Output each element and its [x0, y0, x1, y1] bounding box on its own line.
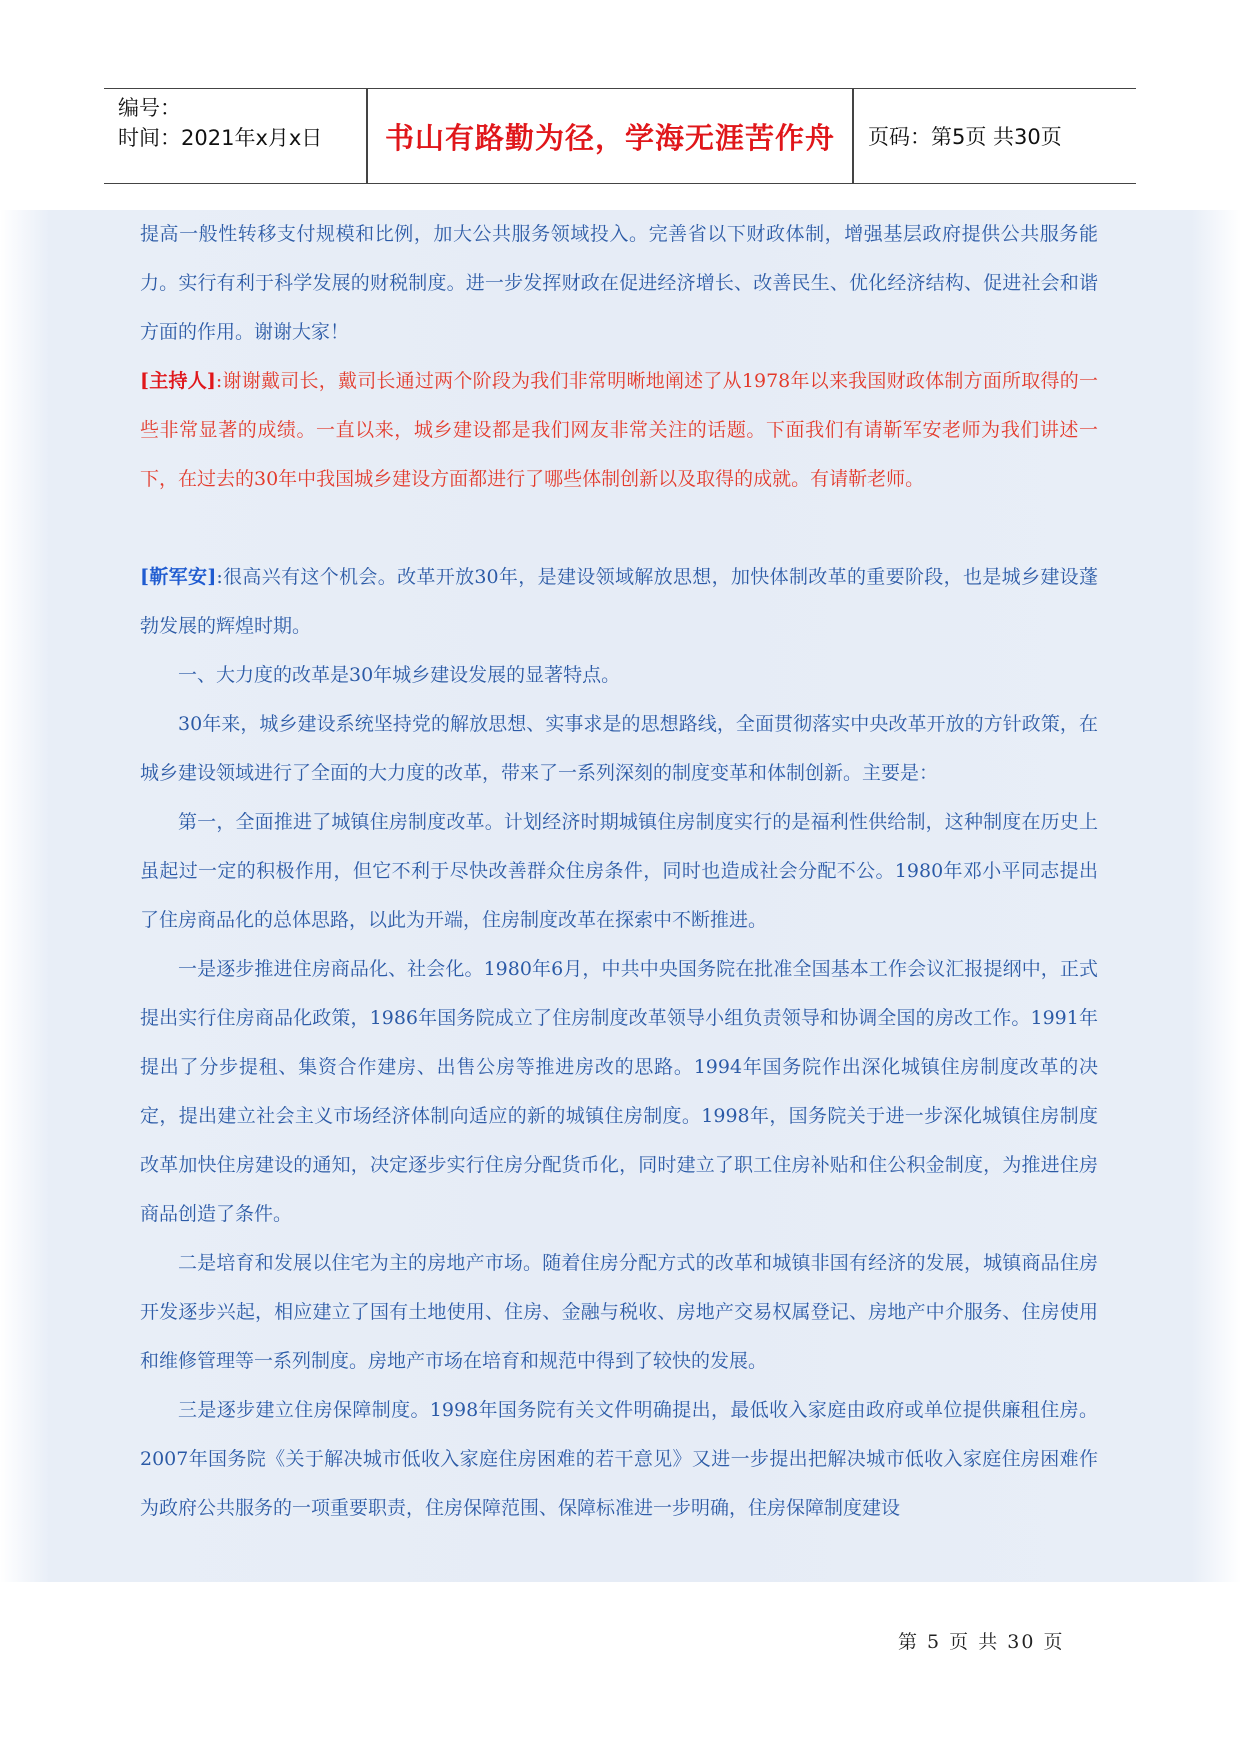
paragraph: 第一，全面推进了城镇住房制度改革。计划经济时期城镇住房制度实行的是福利性供给制，这种制度在历史上虽起过一定的积极作用，但它不利于尽快改善群众住房条件，同时也造成社会分配不公。1980年邓小平同志提出了住房商品化的总体思路，以此为开端，住房制度改革在探索中不断推进。 — [140, 811, 1098, 931]
paragraph: 二是培育和发展以住宅为主的房地产市场。随着住房分配方式的改革和城镇非国有经济的发展，城镇商品住房开发逐步兴起，相应建立了国有土地使用、住房、金融与税收、房地产交易权属登记、房地产中介服务、住房使用和维修管理等一系列制度。房地产市场在培育和规范中得到了较快的发展。 — [140, 1252, 1098, 1372]
document-body — [140, 210, 1098, 1533]
paragraph: 三是逐步建立住房保障制度。1998年国务院有关文件明确提出，最低收入家庭由政府或单位提供廉租住房。2007年国务院《关于解决城市低收入家庭住房困难的若干意见》又进一步提出把解决城市低收入家庭住房困难作为政府公共服务的一项重要职责，住房保障范围、保障标准进一步明确，住房保障制度建设 — [140, 1399, 1098, 1519]
host-paragraph — [140, 357, 1098, 504]
header-left — [118, 93, 368, 153]
time-label: 时间：2021年x月x日 — [118, 126, 323, 150]
paragraph: 提高一般性转移支付规模和比例，加大公共服务领域投入。完善省以下财政体制，增强基层政府提供公共服务能力。实行有利于科学发展的财税制度。进一步发挥财政在促进经济增长、改善民生、优化经济结构、促进社会和谐方面的作用。谢谢大家！ — [140, 223, 1098, 343]
speaker-tag-guest: [靳军安] — [140, 566, 217, 588]
paragraph: 一是逐步推进住房商品化、社会化。1980年6月，中共中央国务院在批准全国基本工作会议汇报提纲中，正式提出实行住房商品化政策，1986年国务院成立了住房制度改革领导小组负责领导和协调全国的房改工作。1991年提出了分步提租、集资合作建房、出售公房等推进房改的思路。1994年国务院作出深化城镇住房制度改革的决定，提出建立社会主义市场经济体制向适应的新的城镇住房制度。1998年，国务院关于进一步深化城镇住房制度改革加快住房建设的通知，决定逐步实行住房分配货币化，同时建立了职工住房补贴和住公积金制度，为推进住房商品创造了条件。 — [140, 958, 1098, 1225]
header-divider — [852, 89, 854, 183]
paragraph: 30年来，城乡建设系统坚持党的解放思想、实事求是的思想路线，全面贯彻落实中央改革开放的方针政策，在城乡建设领域进行了全面的大力度的改革，带来了一系列深刻的制度变革和体制创新。主要是： — [140, 713, 1098, 784]
guest-text: :很高兴有这个机会。改革开放30年，是建设领域解放思想，加快体制改革的重要阶段，也是城乡建设蓬勃发展的辉煌时期。 — [140, 566, 1098, 637]
host-text: :谢谢戴司长，戴司长通过两个阶段为我们非常明晰地阐述了从1978年以来我国财政体制方面所取得的一些非常显著的成绩。一直以来，城乡建设都是我们网友非常关注的话题。下面我们有请靳军安老师为我们讲述一下，在过去的30年中我国城乡建设方面都进行了哪些体制创新以及取得的成就。有请靳老师。 — [140, 370, 1098, 490]
number-label: 编号： — [118, 96, 181, 120]
speaker-tag-host: [主持人] — [140, 370, 216, 392]
header-table — [104, 88, 1136, 184]
page-footer: 第 5 页 共 30 页 — [898, 1631, 1065, 1653]
header-page-code: 页码：第5页 共30页 — [868, 125, 1062, 149]
guest-paragraph — [140, 553, 1098, 651]
header-motto: 书山有路勤为径，学海无涯苦作舟 — [384, 120, 835, 155]
spacer — [140, 504, 1098, 553]
paragraph: 一、大力度的改革是30年城乡建设发展的显著特点。 — [178, 664, 621, 686]
